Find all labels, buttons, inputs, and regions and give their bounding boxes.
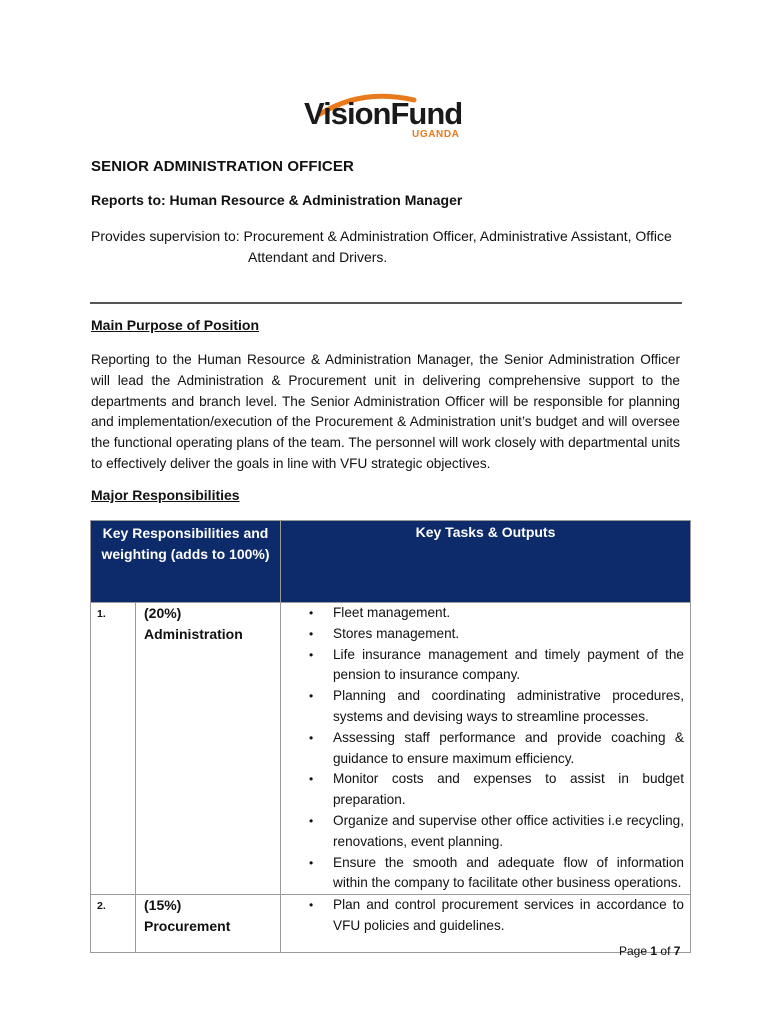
responsibility-area: Procurement xyxy=(144,918,231,935)
task-item: • Ensure the smooth and adequate flow of information within the company to facilitate other business operations. xyxy=(309,853,684,895)
task-item: • Monitor costs and expenses to assist in budget preparation. xyxy=(309,769,684,811)
purpose-text: Reporting to the Human Resource & Administration Manager, the Senior Administration Officer will lead the Administration & Procurement unit in delivering comprehensive support to the departments and branch level. The Senior Administration Officer will be responsible for planning and implementation/execution of the Procurement & Administration unit’s budget and will oversee the functional operating plans of the team. The personnel will work closely with departmental units to effectively deliver the goals in line with VFU strategic objectives. xyxy=(91,352,680,471)
row-number: 1. xyxy=(91,603,136,895)
col2-header: Key Tasks & Outputs xyxy=(281,521,691,603)
task-list xyxy=(281,895,684,937)
responsibilities-table xyxy=(90,520,691,953)
page-number: 1 xyxy=(650,944,658,958)
col1-header: Key Responsibilities and weighting (adds to 100%) xyxy=(91,521,281,603)
responsibility-cell xyxy=(136,895,281,953)
purpose-heading: Main Purpose of Position xyxy=(91,317,260,333)
logo-country: UGANDA xyxy=(412,129,460,140)
tasks-cell xyxy=(281,603,691,895)
supervision xyxy=(91,226,691,268)
task-item: • Plan and control procurement services in accordance to VFU policies and guidelines. xyxy=(309,895,684,937)
table-row xyxy=(91,603,691,895)
supervision-line-2: Attendant and Drivers. xyxy=(248,249,388,265)
page-footer xyxy=(619,944,680,958)
responsibilities-heading: Major Responsibilities xyxy=(91,487,240,503)
responsibility-area: Administration xyxy=(144,626,243,642)
supervision-line-1: Provides supervision to: Procurement & Administration Officer, Administrative Assistant, Office xyxy=(91,228,672,244)
reports-to: Reports to: Human Resource & Administration Manager xyxy=(91,192,463,208)
page-label: Page xyxy=(619,944,648,958)
table-row xyxy=(91,895,691,953)
responsibility-weight: (20%) xyxy=(144,605,182,621)
task-item: • Assessing staff performance and provide coaching & guidance to ensure maximum efficiency. xyxy=(309,728,684,770)
task-list xyxy=(281,603,684,894)
task-item: • Fleet management. xyxy=(309,603,684,624)
total-pages: 7 xyxy=(673,944,681,958)
task-item: • Organize and supervise other office activities i.e recycling, renovations, event planning. xyxy=(309,811,684,853)
job-title: SENIOR ADMINISTRATION OFFICER xyxy=(91,158,354,175)
row-number: 2. xyxy=(91,895,136,953)
logo-wordmark: VisionFund xyxy=(304,96,463,131)
of-label: of xyxy=(660,944,671,958)
task-item: • Stores management. xyxy=(309,624,684,645)
responsibility-cell xyxy=(136,603,281,895)
task-item: • Planning and coordinating administrative procedures, systems and devising ways to streamline processes. xyxy=(309,686,684,728)
task-item: • Life insurance management and timely payment of the pension to insurance company. xyxy=(309,645,684,687)
responsibility-weight: (15%) xyxy=(144,897,182,914)
horizontal-divider xyxy=(90,302,682,304)
table-header-row xyxy=(91,521,691,603)
visionfund-logo xyxy=(302,92,472,148)
